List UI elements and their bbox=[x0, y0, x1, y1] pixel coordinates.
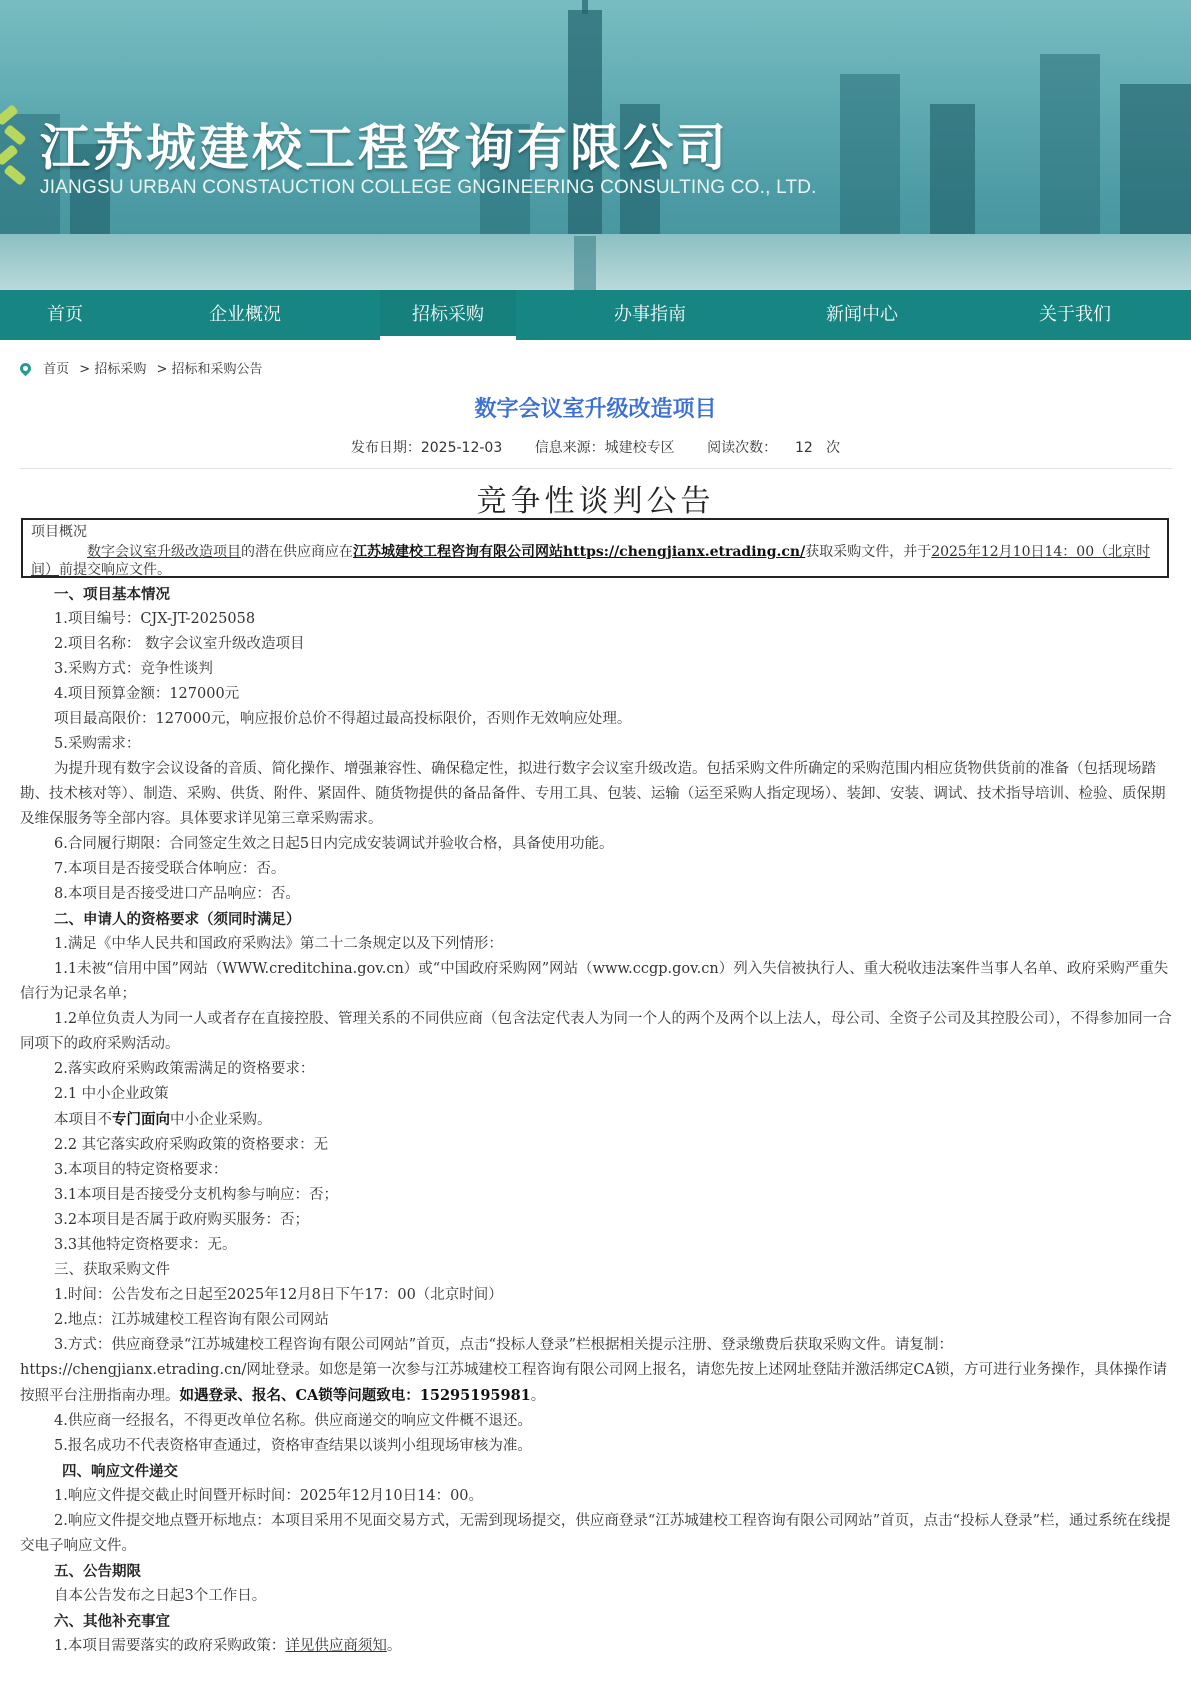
paragraph: 1.响应文件提交截止时间暨开标时间：2025年12月10日14：00。 bbox=[54, 1488, 484, 1504]
paragraph: 4.项目预算金额：127000元 bbox=[54, 686, 240, 702]
building bbox=[840, 74, 900, 234]
paragraph: 2.地点：江苏城建校工程咨询有限公司网站 bbox=[54, 1312, 329, 1328]
location-pin-icon bbox=[18, 361, 34, 377]
paragraph: 3.1本项目是否接受分支机构参与响应：否； bbox=[54, 1187, 339, 1203]
brand-name-cn: 江苏城建校工程咨询有限公司 bbox=[40, 119, 729, 177]
article-meta bbox=[0, 437, 1191, 457]
paragraph: 1.本项目需要落实的政府采购政策：详见供应商须知。 bbox=[54, 1638, 402, 1654]
paragraph: 2.落实政府采购政策需满足的资格要求： bbox=[54, 1061, 315, 1077]
section-heading: 六、其他补充事宜 bbox=[54, 1613, 170, 1630]
nav-item-guide[interactable]: 办事指南 bbox=[614, 304, 686, 325]
paragraph: 5.采购需求： bbox=[54, 736, 141, 752]
tower-reflection bbox=[574, 236, 596, 290]
nav-item-home[interactable]: 首页 bbox=[47, 304, 83, 325]
paragraph: 1.2单位负责人为同一人或者存在直接控股、管理关系的不同供应商（包含法定代表人为同一个人的两个及两个以上法人，母公司、全资子公司及其控股公司），不得参加同一合同项下的政府采购活动。 bbox=[20, 1011, 1172, 1052]
paragraph: 1.项目编号：CJX-JT-2025058 bbox=[54, 611, 256, 627]
paragraph: 6.合同履行期限：合同签定生效之日起5日内完成安装调试并验收合格，具备使用功能。 bbox=[54, 836, 614, 852]
paragraph: 2.2 其它落实政府采购政策的资格要求：无 bbox=[54, 1137, 329, 1153]
paragraph: 自本公告发布之日起3个工作日。 bbox=[54, 1588, 267, 1604]
company-logo-icon bbox=[0, 100, 26, 200]
paragraph: 7.本项目是否接受联合体响应：否。 bbox=[54, 861, 286, 877]
building bbox=[1040, 54, 1100, 234]
paragraph: 为提升现有数字会议设备的音质、简化操作、增强兼容性、确保稳定性，拟进行数字会议室升级改造。包括采购文件所确定的采购范围内相应货物供货前的准备（包括现场踏勘、技术核对等）、制造、采购、供货、附件、紧固件、随货物提供的备品备件、专用工具、包装、运输（运至采购人指定现场）、装卸、安装、调试、技术指导培训、检验、质保期及维保服务等全部内容。具体要求详见第三章采购需求。 bbox=[20, 761, 1166, 827]
section-heading: 二、申请人的资格要求（须同时满足） bbox=[54, 911, 301, 928]
paragraph: 5.报名成功不代表资格审查通过，资格审查结果以谈判小组现场审核为准。 bbox=[54, 1438, 532, 1454]
paragraph: 1.时间：公告发布之日起至2025年12月8日下午17：00（北京时间） bbox=[54, 1287, 503, 1303]
nav-item-about[interactable]: 关于我们 bbox=[1039, 304, 1111, 325]
paragraph: 3.3其他特定资格要求：无。 bbox=[54, 1237, 237, 1253]
paragraph: 8.本项目是否接受进口产品响应：否。 bbox=[54, 886, 300, 902]
page-title: 数字会议室升级改造项目 bbox=[474, 397, 717, 422]
nav-item-company[interactable]: 企业概况 bbox=[209, 304, 281, 325]
section-heading: 四、响应文件递交 bbox=[62, 1463, 178, 1480]
section-heading: 一、项目基本情况 bbox=[54, 586, 170, 603]
overview-text: 数字会议室升级改造项目的潜在供应商应在江苏城建校工程咨询有限公司网站https://chengjianx.etrading.cn/获取采购文件，并于2025年12月10日14：00（北京时间）前提交响应文件。 bbox=[31, 544, 1151, 578]
brand-name-en: JIANGSU URBAN CONSTAUCTION COLLEGE GNGINEERING CONSULTING CO., LTD. bbox=[40, 177, 817, 198]
paragraph: 项目最高限价：127000元，响应报价总价不得超过最高投标限价，否则作无效响应处理。 bbox=[54, 711, 632, 727]
section-heading: 五、公告期限 bbox=[54, 1563, 141, 1580]
paragraph: 2.1 中小企业政策 bbox=[54, 1086, 169, 1102]
paragraph: 本项目不专门面向中小企业采购。 bbox=[54, 1111, 272, 1128]
breadcrumb bbox=[20, 358, 269, 377]
header-banner bbox=[0, 0, 1191, 290]
paragraph: 1.1未被“信用中国”网站（WWW.creditchina.gov.cn）或“中国政府采购网”网站（www.ccgp.gov.cn）列入失信被执行人、重大税收违法案件当事人名单、政府采购严重失信行为记录名单； bbox=[20, 961, 1169, 1002]
supplier-notice-link[interactable]: 详见供应商须知 bbox=[285, 1638, 387, 1654]
nav-item-news[interactable]: 新闻中心 bbox=[826, 304, 898, 325]
paragraph: 4.供应商一经报名，不得更改单位名称。供应商递交的响应文件概不退还。 bbox=[54, 1413, 532, 1429]
paragraph: 2.项目名称： 数字会议室升级改造项目 bbox=[54, 636, 305, 652]
building bbox=[1120, 84, 1191, 234]
paragraph: 1.满足《中华人民共和国政府采购法》第二十二条规定以及下列情形： bbox=[54, 936, 503, 952]
paragraph: 3.方式：供应商登录“江苏城建校工程咨询有限公司网站”首页，点击“投标人登录”栏根据相关提示注册、登录缴费后获取采购文件。请复制：https://chengjianx.etrading.cn/网址登录。如您是第一次参与江苏城建校工程咨询有限公司网上报名，请您先按上述网址登陆并激活绑定CA锁，方可进行业务操作，具体操作请按照平台注册指南办理。如遇登录、报名、CA锁等问题致电：15295195981。 bbox=[20, 1337, 1167, 1404]
nav-item-procurement[interactable]: 招标采购 bbox=[380, 290, 516, 340]
divider bbox=[20, 468, 1172, 469]
website-link[interactable]: 江苏城建校工程咨询有限公司网站https://chengjianx.etrading.cn/ bbox=[353, 544, 806, 560]
main-nav bbox=[0, 290, 1191, 340]
publish-date: 发布日期：2025-12-03 bbox=[350, 440, 503, 456]
document-title: 竞争性谈判公告 bbox=[476, 484, 715, 519]
building bbox=[930, 104, 975, 234]
section-heading: 三、获取采购文件 bbox=[54, 1262, 170, 1278]
breadcrumb-home[interactable]: 首页 bbox=[43, 362, 70, 377]
paragraph: 3.2本项目是否属于政府购买服务：否； bbox=[54, 1212, 310, 1228]
announcement-body bbox=[20, 582, 1172, 1659]
read-count: 阅读次数： 12 次 bbox=[707, 440, 841, 456]
breadcrumb-announcements[interactable]: > 招标和采购公告 bbox=[156, 362, 263, 377]
paragraph: 2.响应文件提交地点暨开标地点：本项目采用不见面交易方式，无需到现场提交，供应商登录“江苏城建校工程咨询有限公司网站”首页，点击“投标人登录”栏，通过系统在线提交电子响应文件。 bbox=[20, 1513, 1171, 1554]
paragraph: 3.采购方式：竞争性谈判 bbox=[54, 661, 213, 677]
overview-label: 项目概况 bbox=[31, 524, 87, 540]
paragraph: 3.本项目的特定资格要求： bbox=[54, 1162, 228, 1178]
info-source: 信息来源：城建校专区 bbox=[534, 440, 675, 456]
breadcrumb-procurement[interactable]: > 招标采购 bbox=[79, 362, 147, 377]
overview-box bbox=[21, 518, 1169, 578]
